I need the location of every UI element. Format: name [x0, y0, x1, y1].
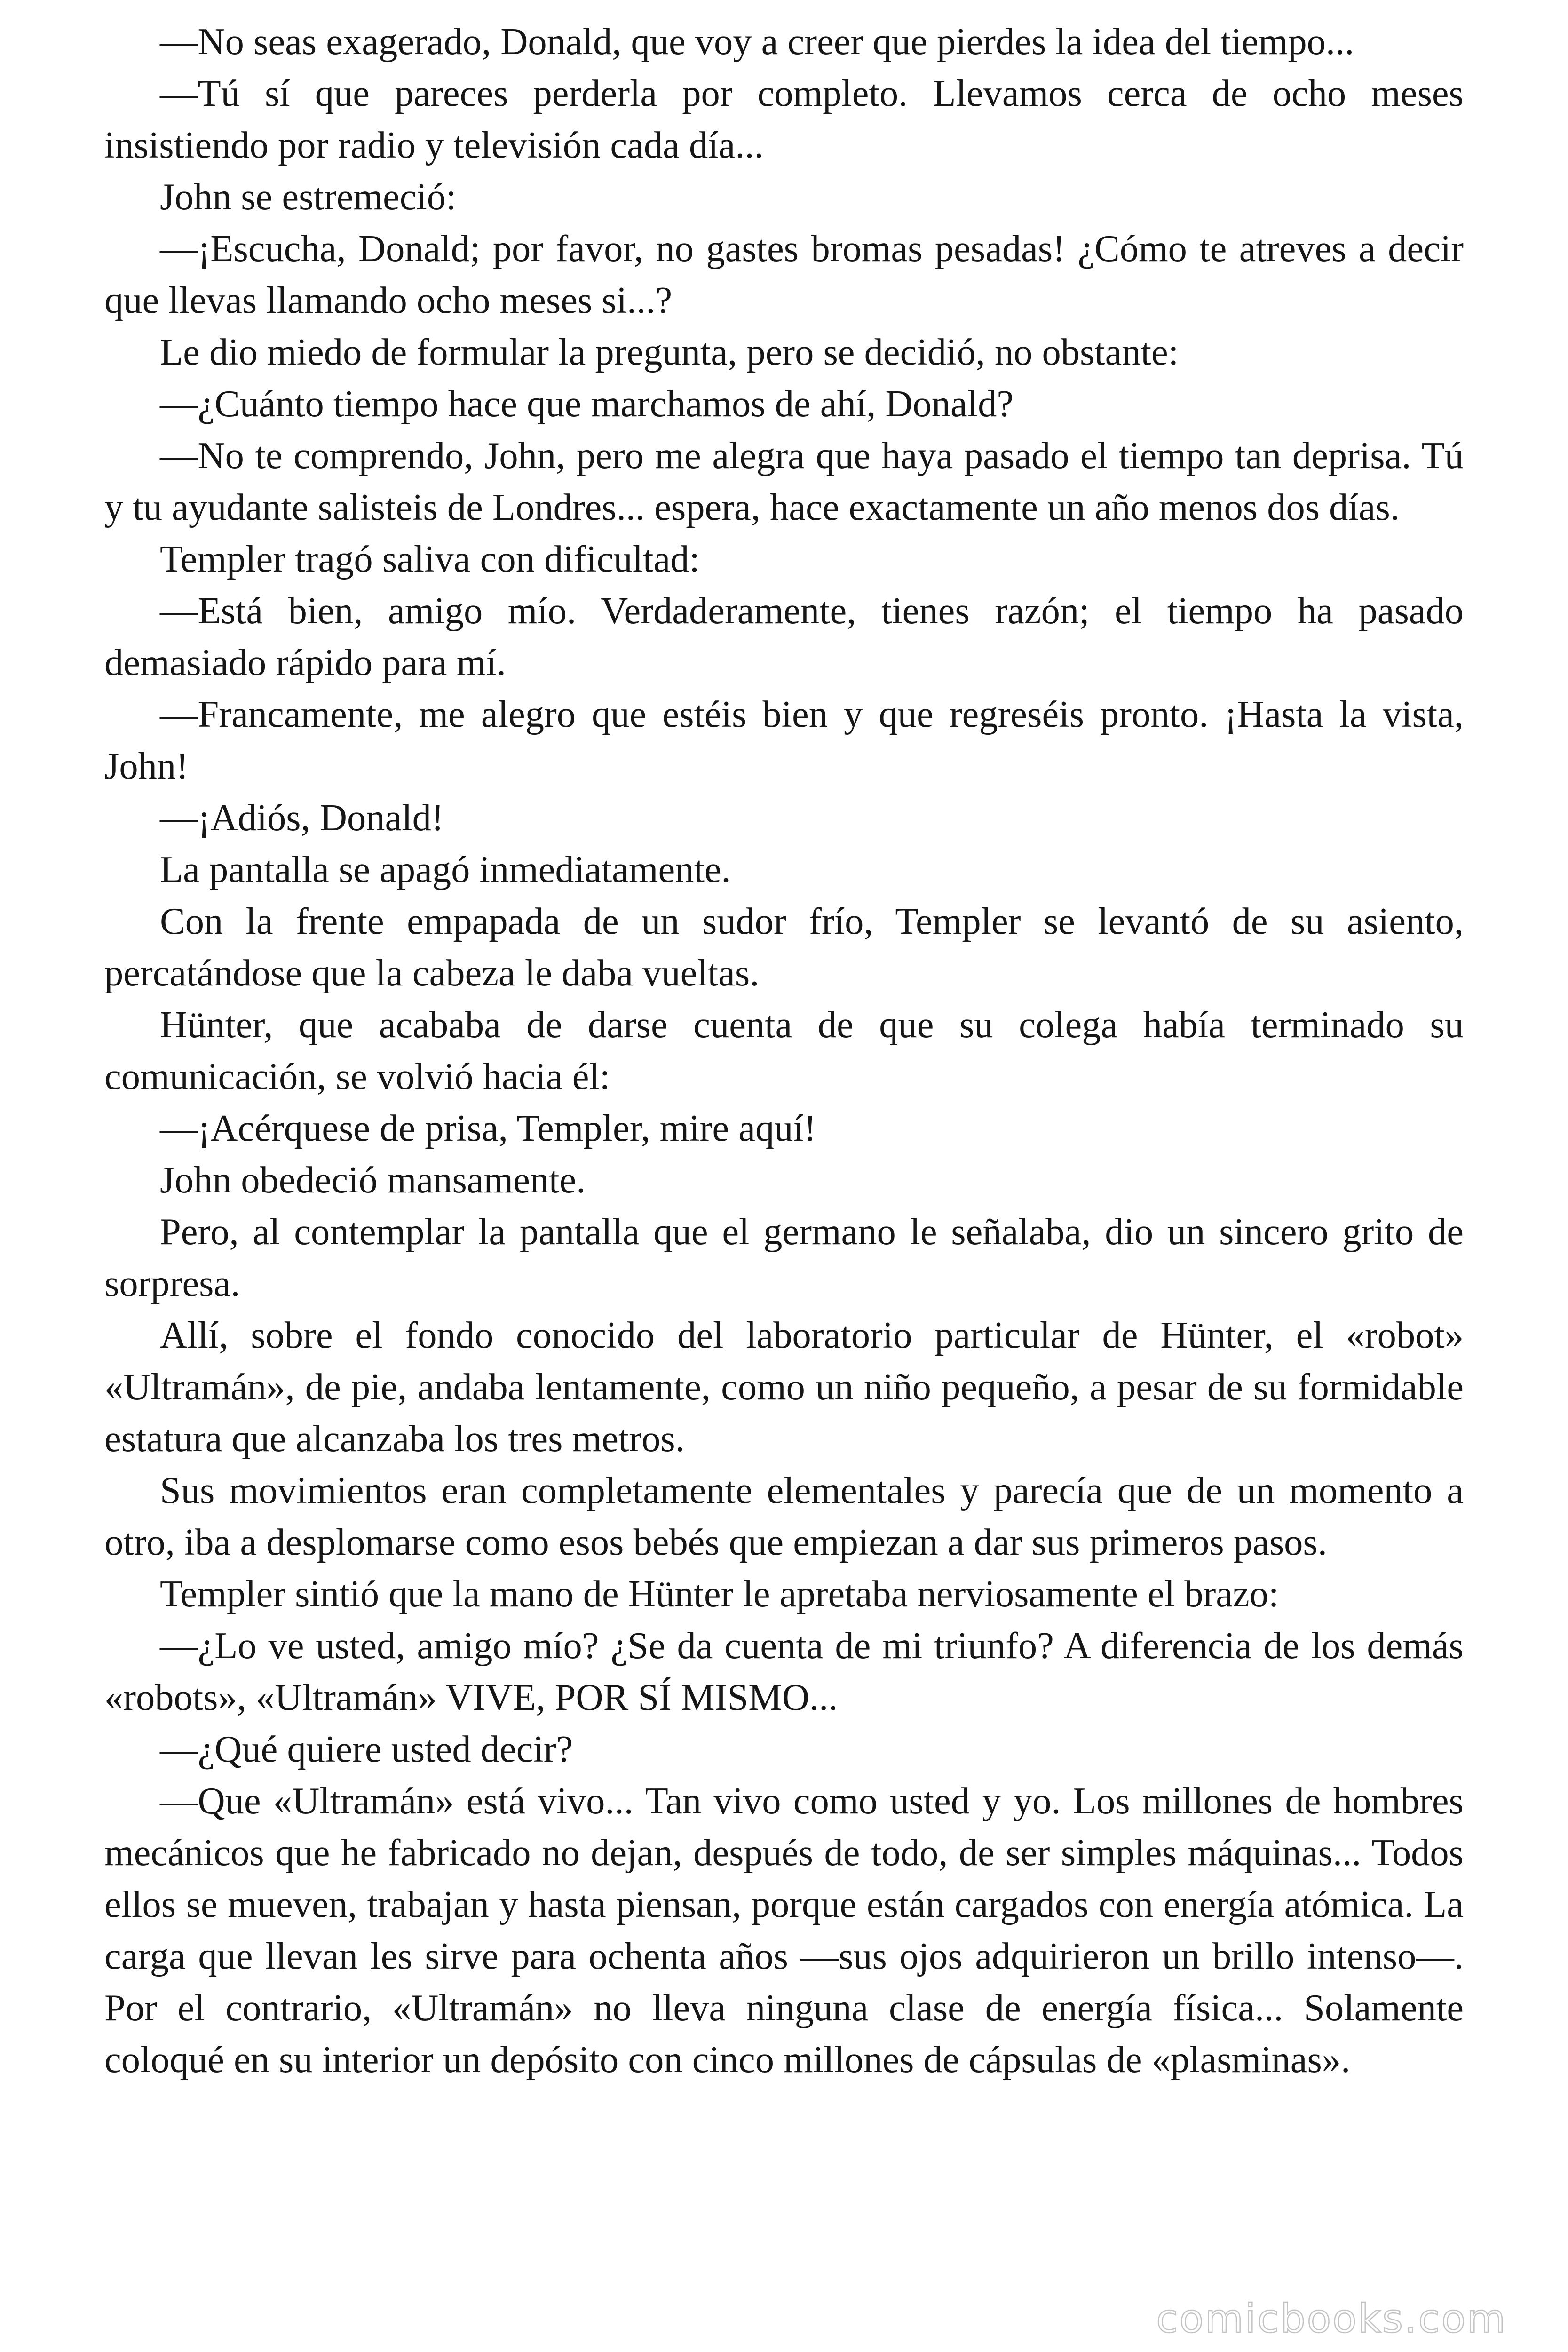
paragraph: —No seas exagerado, Donald, que voy a creer que pierdes la idea del tiempo...: [160, 21, 1354, 63]
paragraph: —¿Qué quiere usted decir?: [160, 1728, 573, 1770]
paragraph: Allí, sobre el fondo conocido del laboratorio particular de Hünter, el «robot» «Ultramán», de pie, andaba lentamente, como un niño pequeño, a pesar de su formidable estatura que alcanzaba los tres metros.: [104, 1314, 1464, 1460]
paragraph: —Está bien, amigo mío. Verdaderamente, tienes razón; el tiempo ha pasado demasiado rápido para mí.: [104, 590, 1464, 683]
paragraph: Sus movimientos eran completamente elementales y parecía que de un momento a otro, iba a desplomarse como esos bebés que empiezan a dar sus primeros pasos.: [104, 1470, 1464, 1563]
paragraph: —¡Adiós, Donald!: [160, 797, 444, 839]
paragraph: Le dio miedo de formular la pregunta, pero se decidió, no obstante:: [160, 331, 1179, 373]
paragraph: Con la frente empapada de un sudor frío, Templer se levantó de su asiento, percatándose que la cabeza le daba vueltas.: [104, 900, 1464, 994]
paragraph: —¿Lo ve usted, amigo mío? ¿Se da cuenta de mi triunfo? A diferencia de los demás «robots», «Ultramán» VIVE, POR SÍ MISMO...: [104, 1625, 1464, 1718]
paragraph: Pero, al contemplar la pantalla que el germano le señalaba, dio un sincero grito de sorpresa.: [104, 1211, 1464, 1304]
paragraph: —No te comprendo, John, pero me alegra que haya pasado el tiempo tan deprisa. Tú y tu ayudante salisteis de Londres... espera, hace exactamente un año menos dos días.: [104, 435, 1464, 528]
watermark: comicbooks.com: [1156, 2296, 1507, 2342]
paragraph: Hünter, que acababa de darse cuenta de que su colega había terminado su comunicación, se volvió hacia él:: [104, 1004, 1464, 1097]
paragraph: —¡Acérquese de prisa, Templer, mire aquí!: [160, 1107, 816, 1149]
paragraph: John se estremeció:: [160, 176, 457, 218]
paragraph: Templer sintió que la mano de Hünter le apretaba nerviosamente el brazo:: [160, 1573, 1279, 1615]
paragraph: —Que «Ultramán» está vivo... Tan vivo como usted y yo. Los millones de hombres mecánicos que he fabricado no dejan, después de todo, de ser simples máquinas... Todos ellos se mueven, trabajan y hasta piensan, porque están cargados con energía atómica. La carga que llevan les sirve para ochenta años —sus ojos adquirieron un brillo intenso—. Por el contrario, «Ultramán» no lleva ninguna clase de energía física... Solamente coloqué en su interior un depósito con cinco millones de cápsulas de «plasminas».: [104, 1780, 1464, 2081]
paragraph: —Francamente, me alegro que estéis bien y que regreséis pronto. ¡Hasta la vista, John!: [104, 693, 1464, 787]
paragraph: La pantalla se apagó inmediatamente.: [160, 849, 731, 890]
paragraph: —Tú sí que pareces perderla por completo. Llevamos cerca de ocho meses insistiendo por radio y televisión cada día...: [104, 72, 1464, 166]
paragraph: Templer tragó saliva con dificultad:: [160, 538, 700, 580]
paragraph: —¡Escucha, Donald; por favor, no gastes bromas pesadas! ¿Cómo te atreves a decir que llevas llamando ocho meses si...?: [104, 228, 1464, 321]
paragraph: —¿Cuánto tiempo hace que marchamos de ahí, Donald?: [160, 383, 1014, 425]
paragraph: John obedeció mansamente.: [160, 1159, 586, 1201]
body-text: [104, 16, 1464, 2086]
